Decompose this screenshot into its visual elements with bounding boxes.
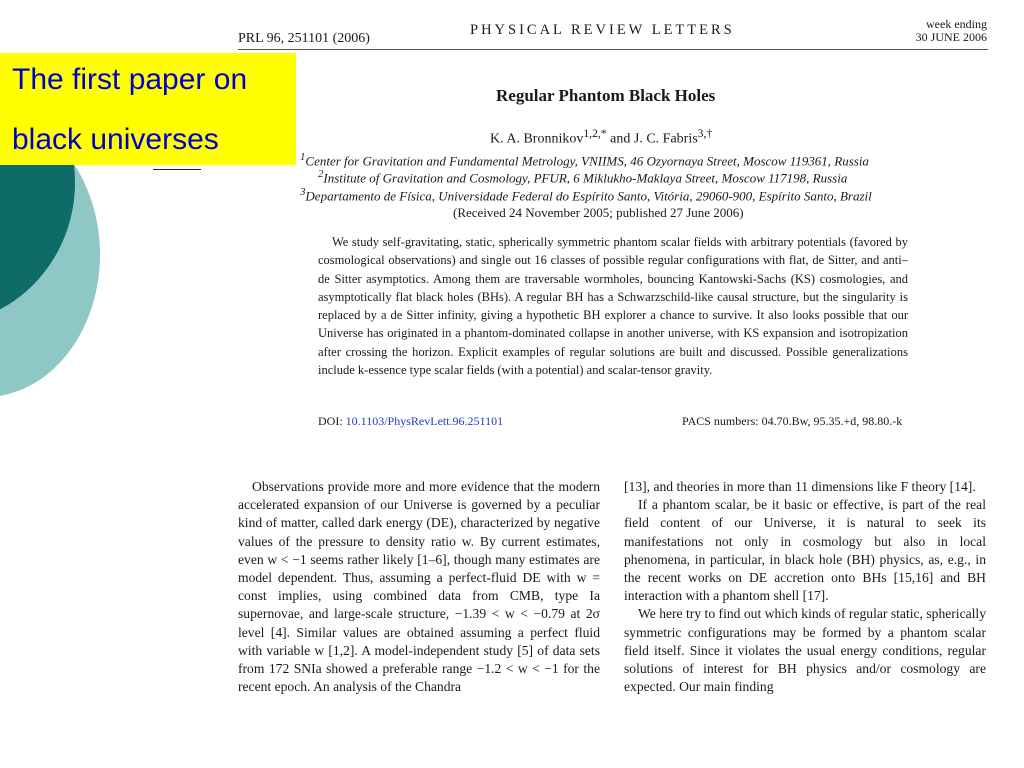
affiliation-1-sup: 1 [300, 151, 306, 163]
author-1-sup: 1,2,* [583, 127, 607, 140]
body-paragraph: If a phantom scalar, be it basic or effective, is part of the real field content of our Universe, it is natural to seek its manifestations not only in cosmology but also in local phenomena, in particular, in black hole (BH) physics, as, e.g., in the recent works on DE accretion onto BHs [15,16] and BH interaction with a phantom shell [17]. [624, 497, 986, 604]
affiliation-2-text: Institute of Gravitation and Cosmology, PFUR, 6 Miklukho-Maklaya Street, Moscow 117198, Russia [323, 170, 848, 186]
header-journal: PHYSICAL REVIEW LETTERS [470, 22, 735, 38]
caption-box [0, 53, 296, 165]
doi-link[interactable]: 10.1103/PhysRevLett.96.251101 [345, 414, 504, 428]
underline-mark [153, 169, 201, 170]
affiliation-2-sup: 2 [318, 168, 324, 180]
affiliation-3 [300, 186, 872, 204]
header-week-ending [912, 18, 987, 44]
doi-label: DOI: [318, 414, 346, 428]
week-ending-date: 30 JUNE 2006 [915, 30, 987, 44]
author-2-sup: 3,† [697, 127, 713, 140]
header-rule [238, 49, 988, 50]
doi [318, 414, 503, 429]
body-column-left [238, 478, 600, 742]
affiliation-1-text: Center for Gravitation and Fundamental Metrology, VNIIMS, 46 Ozyornaya Street, Moscow 119361, Russia [305, 153, 869, 169]
paper-title: Regular Phantom Black Holes [496, 86, 716, 105]
caption-line-2: black universes [12, 123, 219, 156]
body-paragraph: Observations provide more and more evidence that the modern accelerated expansion of our Universe is governed by a peculiar kind of matter, called dark energy (DE), characterized by negative values of the pressure to density ratio w. By current estimates, even w < −1 seems rather likely [1–6], though many estimates are model dependent. Thus, assuming a perfect-fluid DE with w = const implies, using combined data from CMB, type Ia supernovae, and large-scale structure, −1.39 < w < −0.79 at 2σ level [4]. Similar values are obtained assuming a perfect fluid with variable w [1,2]. A model-independent study [5] of data sets from 172 SNIa showed a preferable range −1.2 < w < −1 for the recent epoch. An analysis of the Chandra [238, 479, 600, 695]
body-column-right [624, 478, 986, 742]
body-paragraph: We here try to find out which kinds of regular static, spherically symmetric configurations may be formed by a phantom scalar field itself. Since it violates the usual energy conditions, regular solutions of interest for BH physics and/or cosmology are expected. Our main finding [624, 606, 986, 695]
author-1: K. A. Bronnikov [490, 131, 584, 147]
affiliation-3-sup: 3 [300, 186, 306, 198]
affiliation-3-text: Departamento de Física, Universidade Federal do Espírito Santo, Vitória, 29060-900, Espírito Santo, Brazil [305, 188, 872, 204]
week-ending-label: week ending [926, 17, 987, 31]
received-dates: (Received 24 November 2005; published 27 June 2006) [453, 205, 744, 220]
caption-line-1: The first paper on [12, 63, 248, 96]
pacs-numbers: PACS numbers: 04.70.Bw, 95.35.+d, 98.80.-k [682, 414, 903, 428]
body-paragraph: [13], and theories in more than 11 dimensions like F theory [14]. [624, 479, 976, 494]
author-2: and J. C. Fabris [606, 131, 698, 147]
affiliation-1 [300, 151, 869, 169]
affiliation-2 [318, 168, 847, 186]
header-citation: PRL 96, 251101 (2006) [238, 31, 370, 46]
abstract: We study self-gravitating, static, spherically symmetric phantom scalar fields with arbitrary potentials (favored by cosmological observations) and single out 16 classes of possible regular configurations with flat, de Sitter, and anti–de Sitter asymptotics. Among them are traversable wormholes, bouncing Kantowski-Sachs (KS) cosmologies, and asymptotically flat black holes (BHs). A regular BH has a Schwarzschild-like causal structure, but the singularity is replaced by a de Sitter infinity, giving a hypothetic BH explorer a chance to survive. It also looks possible that our Universe has originated in a phantom-dominated collapse in another universe, with KS expansion and isotropization after crossing the horizon. Explicit examples of regular solutions are built and discussed. Possible generalizations include k-essence type scalar fields (with a potential) and scalar-tensor gravity. [318, 235, 908, 378]
paper-authors [490, 127, 712, 148]
